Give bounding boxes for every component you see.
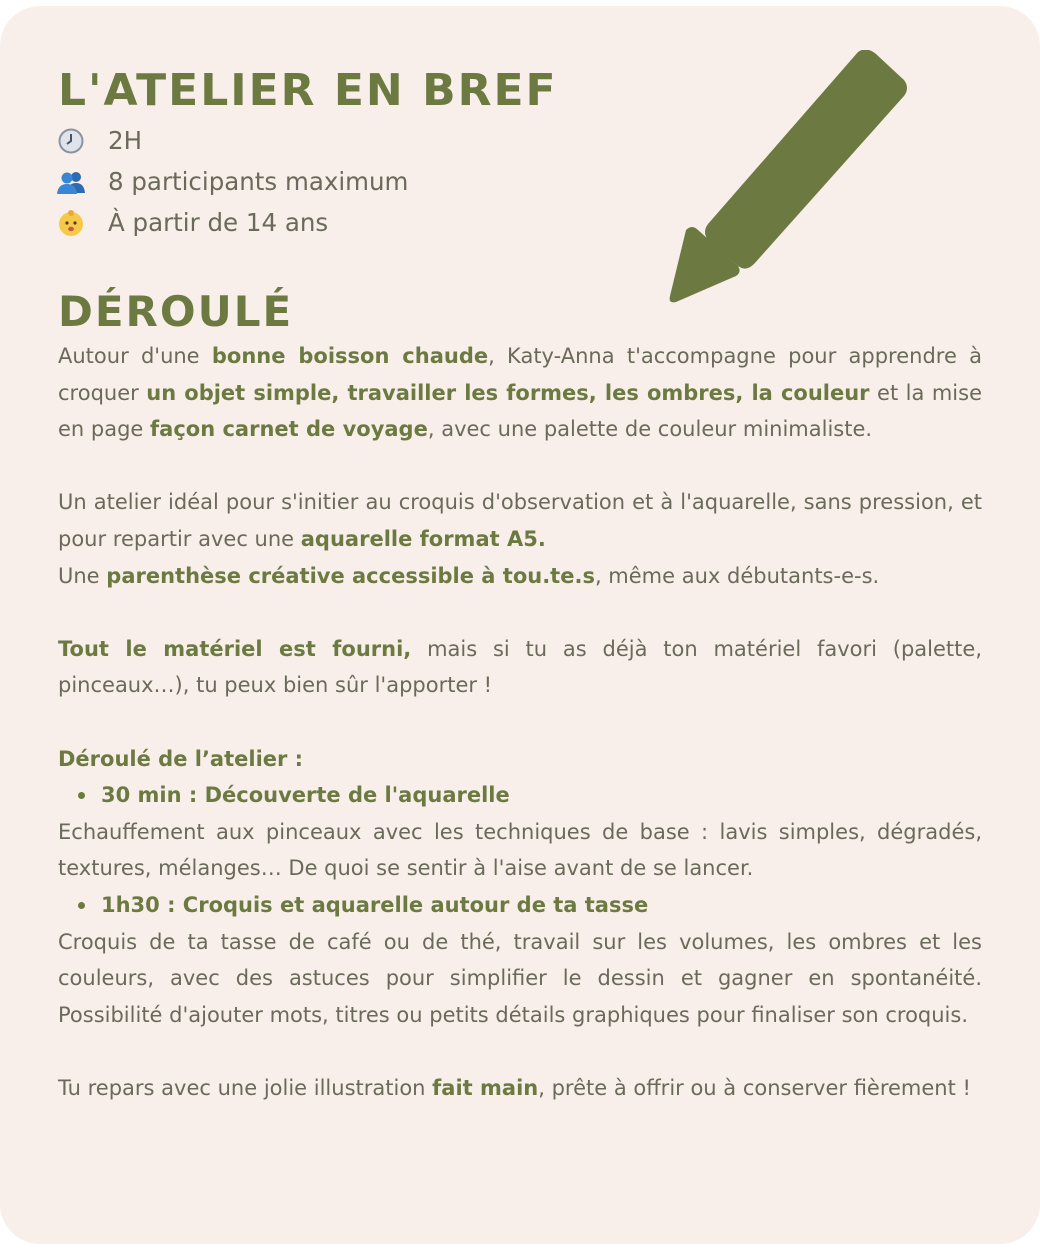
- bold-span: façon carnet de voyage: [150, 417, 428, 442]
- brief-item-age: [56, 202, 408, 243]
- schedule-step-2-title: [58, 887, 982, 924]
- bold-span: un objet simple, travailler les formes, les ombres, la couleur: [146, 380, 870, 405]
- schedule-step-2-text: Croquis de ta tasse de café ou de thé, travail sur les volumes, les ombres et les couleurs, avec des astuces pour simplifier le dessin et gagner en spontanéité. Possibilité d'ajouter mots, titres ou petits détails graphiques pour finaliser son croquis.: [58, 929, 982, 1027]
- text-span: Autour d'une: [58, 344, 212, 368]
- accessible-paragraph: [58, 558, 982, 595]
- bold-span: aquarelle format A5.: [300, 526, 546, 551]
- baby-icon: [56, 208, 86, 238]
- brief-item-participants: [56, 161, 408, 202]
- text-span: mais si tu as déjà ton matériel favori (palette, pinceaux…), tu peux bien sûr l'apporter !: [58, 636, 982, 698]
- schedule-step-1-text: Echauffement aux pinceaux avec les techniques de base : lavis simples, dégradés, textures, mélanges… De quoi se sentir à l'aise avant de se lancer.: [58, 819, 982, 881]
- bullet-dot: [78, 792, 85, 799]
- text-span: et la mise en page: [58, 380, 982, 442]
- bold-span: bonne boisson chaude: [211, 344, 489, 368]
- brief-list: [56, 120, 408, 243]
- intro-paragraph: [58, 338, 982, 448]
- brief-title: L'ATELIER EN BREF: [58, 65, 558, 116]
- workshop-card: [0, 6, 1040, 1244]
- text-span: Un atelier idéal pour s'initier au croquis d'observation et à l'aquarelle, sans pression, et pour repartir avec une: [58, 490, 982, 551]
- text-span: Tu repars avec une jolie illustration: [58, 1075, 433, 1100]
- bold-span: Tout le matériel est fourni,: [58, 636, 412, 661]
- bold-span: parenthèse créative accessible à tou.te.s: [106, 563, 595, 588]
- materials-paragraph: [58, 631, 982, 704]
- bold-span: Déroulé de l’atelier :: [58, 746, 304, 771]
- bullet-dot: [78, 902, 85, 909]
- step-title-text: 30 min : Découverte de l'aquarelle: [101, 783, 510, 808]
- deroule-body: [58, 338, 982, 1106]
- ideal-paragraph: [58, 484, 982, 557]
- deroule-title: DÉROULÉ: [58, 287, 294, 336]
- people-icon: [56, 167, 86, 197]
- text-span: , Katy-Anna t'accompagne pour apprendre à croquer: [58, 344, 982, 405]
- step-title-text: 1h30 : Croquis et aquarelle autour de ta tasse: [101, 892, 649, 917]
- text-span: Une: [58, 563, 107, 588]
- brief-duration-text: 2H: [108, 126, 143, 155]
- text-span: , prête à offrir ou à conserver fièrement !: [538, 1075, 971, 1100]
- pencil-icon: [668, 50, 910, 306]
- text-span: , même aux débutants-e-s.: [594, 563, 880, 588]
- schedule-title: [58, 741, 982, 778]
- text-span: , avec une palette de couleur minimaliste.: [427, 417, 873, 442]
- closing-paragraph: [58, 1070, 982, 1107]
- brief-participants-text: 8 participants maximum: [108, 167, 409, 196]
- bold-span: fait main: [432, 1075, 539, 1100]
- brief-item-duration: [56, 120, 408, 161]
- clock-icon: [56, 126, 86, 156]
- schedule-step-1-title: [58, 777, 982, 814]
- brief-age-text: À partir de 14 ans: [108, 208, 329, 237]
